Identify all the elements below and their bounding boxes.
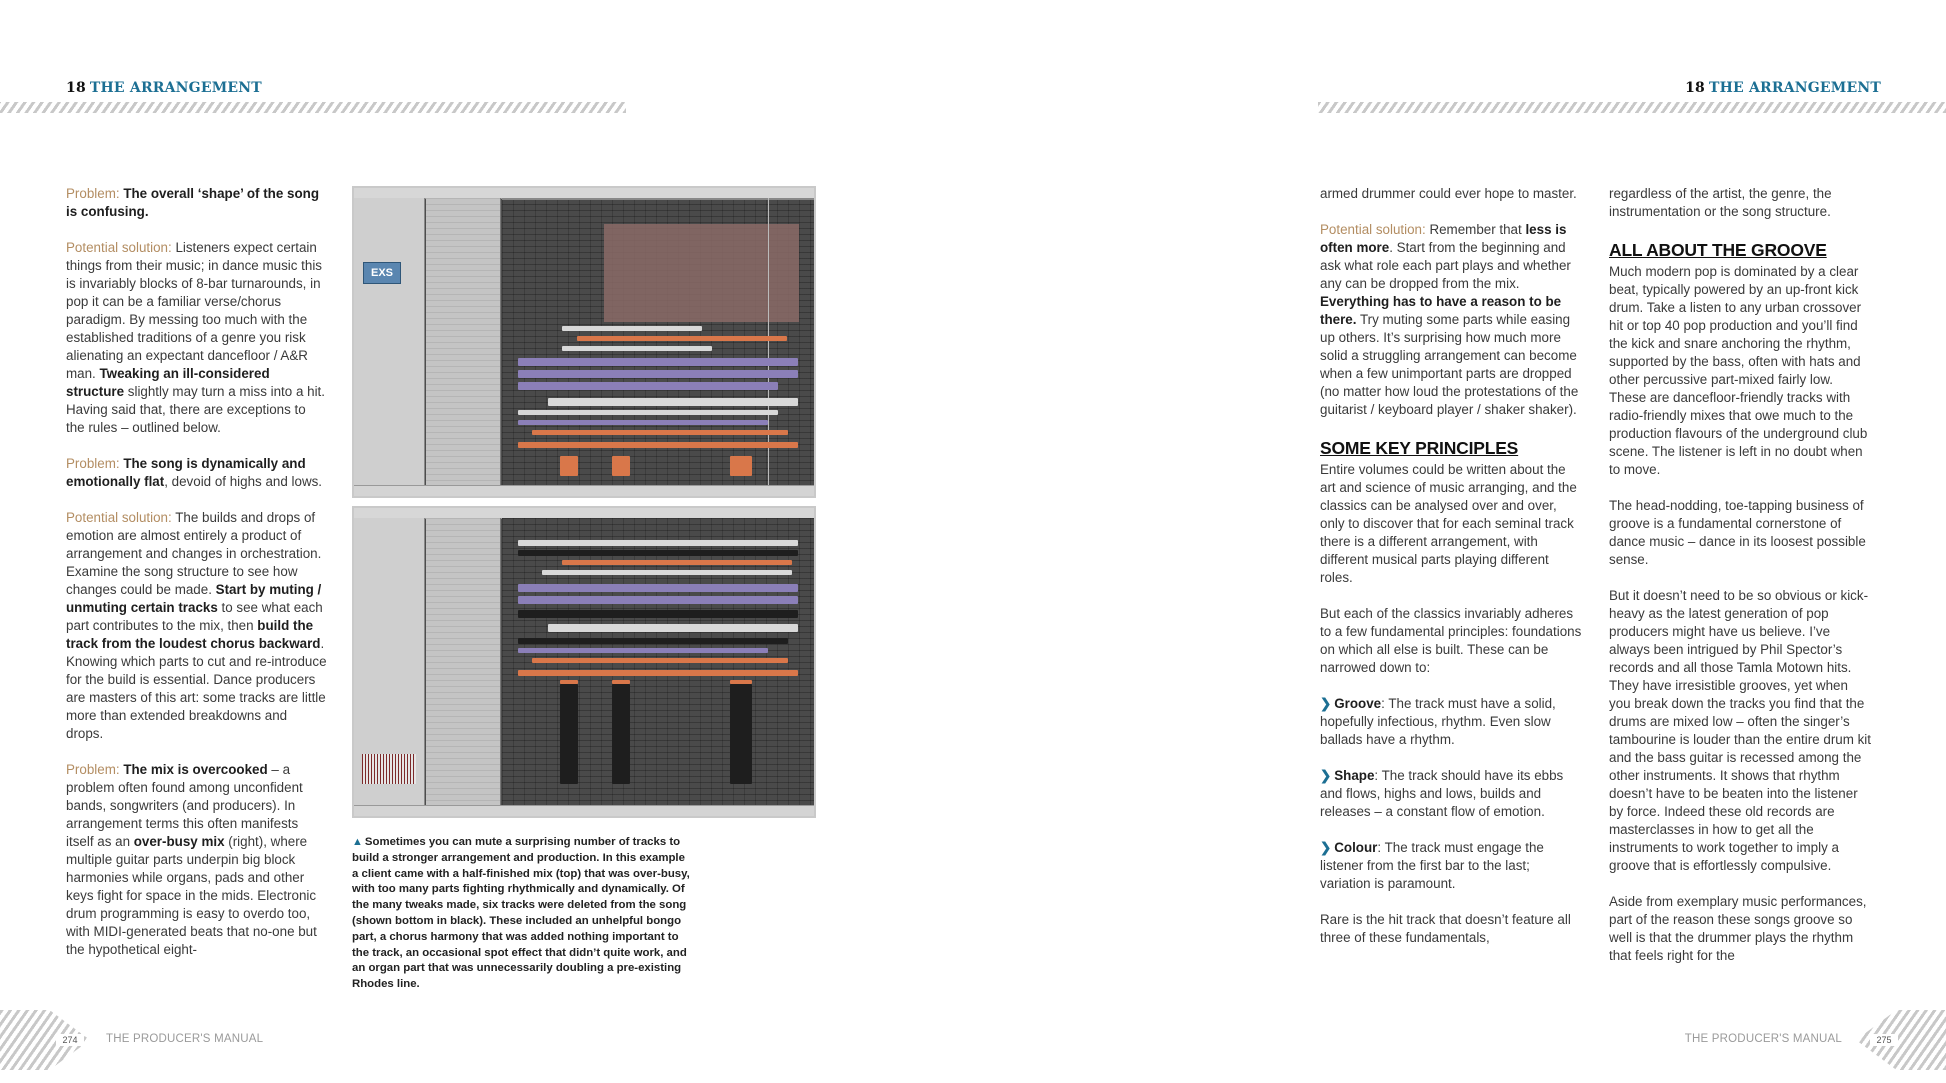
bottom-toolbar	[354, 485, 814, 496]
paragraph: Entire volumes could be written about the art and science of music arranging, and the classics can be analysed over and over, only to discover that for each seminal track there is a different arrangement, with different musical parts playing different roles.	[1320, 462, 1577, 585]
page-number: 275	[1870, 1034, 1898, 1046]
paragraph: The head-nodding, toe-tapping business of groove is a fundamental cornerstone of dance music – dance in its loosest possible sense.	[1609, 498, 1866, 567]
right-text-column-1	[1320, 185, 1582, 965]
paragraph: armed drummer could ever hope to master.	[1320, 186, 1577, 201]
page-number: 274	[56, 1034, 84, 1046]
section-heading: SOME KEY PRINCIPLES	[1320, 438, 1519, 458]
chapter-title: THE ARRANGEMENT	[89, 80, 262, 96]
chevron-right-icon: ❯	[1320, 696, 1332, 711]
chapter-number: 18	[66, 80, 86, 96]
arrange-area	[502, 518, 814, 806]
inspector-panel	[354, 518, 425, 806]
chevron-right-icon: ❯	[1320, 768, 1332, 783]
chapter-number: 18	[1685, 80, 1705, 96]
paragraph: Problem: The song is dynamically and emotionally flat, devoid of highs and lows.	[66, 456, 323, 489]
figure-caption: ▲ Sometimes you can mute a surprising number of tracks to build a stronger arrangement and production. In this example a client came with a half-finished mix (top) that was over-busy, with too many parts fighting rhythmically and dynamically. Of the many tweaks made, six tracks were deleted from the song (shown bottom in black). These included an unhelpful bongo part, a chorus harmony that was added nothing important to the track, an occasional spot effect that didn’t quite work, and an organ part that was unnecessarily doubling a pre-existing Rhodes line.	[352, 836, 690, 991]
paragraph: Rare is the hit track that doesn’t feature all three of these fundamentals,	[1320, 912, 1571, 945]
arrange-area	[502, 198, 814, 486]
waveform-thumbnail	[362, 754, 416, 784]
header-hatch-left	[0, 102, 626, 113]
track-list	[426, 518, 501, 806]
paragraph: But each of the classics invariably adheres to a few fundamental principles: foundations on which all else is built. These can be narrowed down to:	[1320, 606, 1582, 675]
footer-title: THE PRODUCER'S MANUAL	[1684, 1033, 1842, 1045]
paragraph: Problem: The overall ‘shape’ of the song is confusing.	[66, 186, 320, 219]
paragraph: Aside from exemplary music performances, part of the reason these songs groove so well is that the drummer plays the rhythm that feels right for the	[1609, 894, 1867, 963]
bottom-toolbar	[354, 805, 814, 816]
header-hatch-right	[1318, 102, 1946, 113]
screenshot-bottom-trimmed-mix	[352, 506, 816, 818]
section-heading: ALL ABOUT THE GROOVE	[1609, 240, 1827, 260]
screenshot-top-busy-mix	[352, 186, 816, 498]
bullet-item: ❯ Colour: The track must engage the listener from the first bar to the last; variation is paramount.	[1320, 840, 1544, 891]
bullet-item: ❯ Groove: The track must have a solid, hopefully infectious, rhythm. Even slow ballads have a rhythm.	[1320, 696, 1556, 747]
paragraph: regardless of the artist, the genre, the instrumentation or the song structure.	[1609, 186, 1832, 219]
chapter-title: THE ARRANGEMENT	[1709, 80, 1881, 96]
paragraph: Potential solution: Listeners expect certain things from their music; in dance music this is invariably blocks of 8-bar turnarounds, in pop it can be a familiar verse/chorus paradigm. By messing too much with the established traditions of a genre you risk alienating an expectant dancefloor / A&R man. Tweaking an ill-considered structure slightly may turn a miss into a hit. Having said that, there are exceptions to the rules – outlined below.	[66, 240, 325, 435]
triangle-up-icon: ▲	[352, 836, 363, 848]
inspector-panel	[354, 198, 425, 486]
paragraph: Problem: The mix is overcooked – a problem often found among unconfident bands, songwriters (and producers). In arrangement terms this often manifests itself as an over-busy mix (right), where multiple guitar parts underpin big block harmonies while organs, pads and other keys fight for space in the mids. Electronic drum programming is easy to overdo too, with MIDI-generated beats that no-one but the hypothetical eight-	[66, 762, 317, 957]
left-text-column	[66, 185, 328, 977]
chapter-heading-right	[1685, 80, 1881, 96]
paragraph: Much modern pop is dominated by a clear beat, typically powered by an up-front kick drum. Take a listen to any urban crossover hit or top 40 pop production and you’ll find the kick and snare anchoring the rhythm, supported by the bass, often with hats and other percussive part-mixed fairly low. These are dancefloor-friendly tracks with radio-friendly mixes that owe much to the production flavours of the underground club scene. The listener is left in no doubt when to move.	[1609, 264, 1868, 477]
paragraph: Potential solution: Remember that less is often more. Start from the beginning and ask what role each part plays and whether any can be dropped from the mix. Everything has to have a reason to be there. Try muting some parts while easing up others. It’s surprising how much more solid a struggling arrangement can become when a few unimportant parts are dropped (no matter how loud the protestations of the guitarist / keyboard player / shaker shaker).	[1320, 222, 1579, 417]
paragraph: Potential solution: The builds and drops of emotion are almost entirely a product of arrangement and changes in orchestration. Examine the song structure to see how changes could be made. Start by muting / unmuting certain tracks to see what each part contributes to the mix, then build the track from the loudest chorus backward. Knowing which parts to cut and re-introduce for the build is essential. Dance producers are masters of this art: some tracks are little more than extended breakdowns and drops.	[66, 510, 327, 741]
chevron-right-icon: ❯	[1320, 840, 1332, 855]
exs-plugin-badge: EXS	[363, 262, 401, 284]
paragraph: But it doesn’t need to be so obvious or kick-heavy as the latest generation of pop producers might have us believe. I’ve always been intrigued by Phil Spector’s records and all those Tamla Motown hits. They have irresistible grooves, yet when you break down the tracks you find that the drums are mixed low – often the singer’s tambourine is louder than the entire drum kit and the bass guitar is recessed among the other instruments. It shows that rhythm doesn’t have to be beaten into the listener by force. Indeed these old records are masterclasses in how to get all the instruments to work together to imply a groove that is effortlessly compulsive.	[1609, 588, 1872, 873]
region-block	[604, 224, 799, 322]
track-list	[426, 198, 501, 486]
bullet-item: ❯ Shape: The track should have its ebbs and flows, highs and lows, builds and releases – a constant flow of emotion.	[1320, 768, 1564, 819]
right-text-column-2	[1609, 185, 1871, 983]
chapter-heading-left	[66, 80, 262, 96]
footer-title: THE PRODUCER'S MANUAL	[106, 1033, 264, 1045]
